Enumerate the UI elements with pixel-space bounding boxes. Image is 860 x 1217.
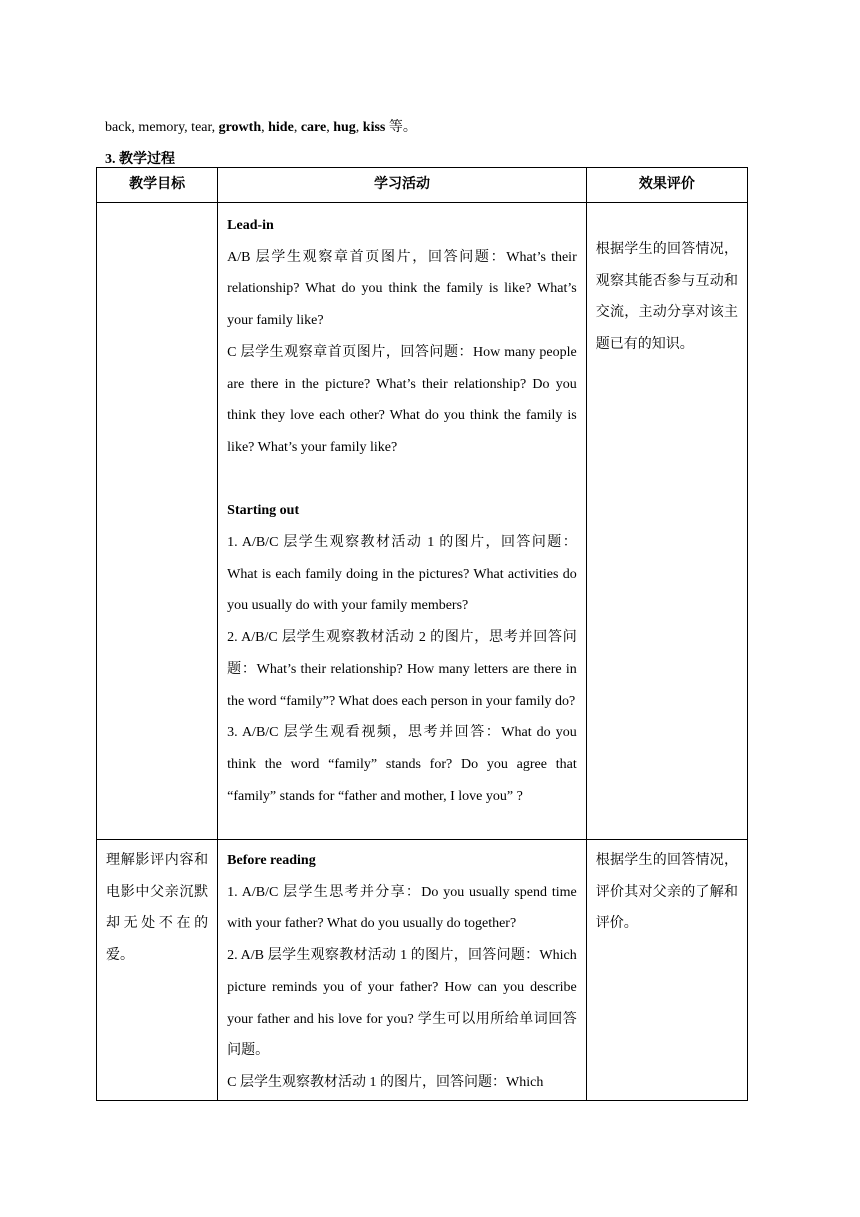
starting-item-3: 3. A/B/C 层学生观看视频，思考并回答：What do you think the word “family” stands for? Do you agree that “family” stands for “father and mother, I love you” ?	[227, 725, 577, 804]
sep: ,	[293, 120, 301, 135]
spacer	[227, 464, 577, 496]
before-item-2: 2. A/B 层学生观察教材活动 1 的图片，回答问题：Which picture reminds you of your father? How can you describe your father and his love for you? 学生可以用所给单词回答问题。	[227, 948, 577, 1059]
teaching-process-table	[96, 167, 748, 1101]
leadin-ab: A/B 层学生观察章首页图片，回答问题：What’s their relationship? What do you think the family is like? What’s your family like?	[227, 249, 577, 329]
evaluation-cell	[586, 840, 747, 1101]
table-header-row	[97, 168, 748, 203]
activity-content	[219, 204, 585, 812]
vocab-bold-care: care	[300, 120, 327, 135]
header-activity: 学习活动	[218, 168, 587, 203]
activity-cell	[218, 840, 587, 1101]
leadin-title: Lead-in	[227, 218, 274, 233]
sep: ,	[261, 120, 269, 135]
table-row	[97, 203, 748, 840]
starting-title: Starting out	[227, 503, 300, 519]
before-reading-title: Before reading	[227, 853, 316, 868]
evaluation-text: 根据学生的回答情况，评价其对父亲的了解和评价。	[595, 853, 738, 932]
goal-text: 理解影评内容和电影中父亲沉默却无处不在的爱。	[106, 853, 209, 964]
before-item-3: C 层学生观察教材活动 1 的图片，回答问题：Which	[227, 1074, 544, 1090]
goal-text	[98, 204, 216, 210]
evaluation-cell	[586, 203, 747, 840]
vocabulary-line	[105, 116, 417, 136]
table-row	[97, 840, 748, 1101]
section-heading: 3. 教学过程	[105, 152, 175, 167]
evaluation-text: 根据学生的回答情况，观察其能否参与互动和交流，主动分享对该主题已有的知识。	[595, 242, 738, 353]
goal-cell	[97, 203, 218, 840]
header-goal: 教学目标	[97, 168, 218, 203]
vocab-suffix: 等。	[385, 120, 417, 135]
activity-cell	[218, 203, 587, 840]
starting-item-2: 2. A/B/C 层学生观察教材活动 2 的图片，思考并回答问题：What’s their relationship? How many letters are there in the word “family”? What does each person in your family do?	[227, 630, 577, 709]
vocab-bold-hug: hug	[333, 120, 356, 135]
vocab-bold-growth: growth	[218, 120, 262, 135]
vocab-bold-kiss: kiss	[362, 120, 386, 135]
vocab-plain: back, memory, tear,	[105, 120, 219, 135]
goal-cell	[97, 840, 218, 1101]
header-evaluation: 效果评价	[586, 168, 747, 203]
activity-content	[219, 841, 585, 1099]
starting-item-1: 1. A/B/C 层学生观察教材活动 1 的图片，回答问题：What is each family doing in the pictures? What activities do you usually do with your family members?	[227, 535, 577, 614]
leadin-c: C 层学生观察章首页图片，回答问题：How many people are there in the picture? What’s their relationship? Do you think they love each other? What do you think the family is like? What’s your family like?	[227, 344, 577, 455]
sep: ,	[326, 120, 334, 135]
before-item-1: 1. A/B/C 层学生思考并分享：Do you usually spend time with your father? What do you usually do together?	[227, 884, 577, 932]
vocab-bold-hide: hide	[268, 120, 294, 135]
sep: ,	[355, 120, 363, 135]
